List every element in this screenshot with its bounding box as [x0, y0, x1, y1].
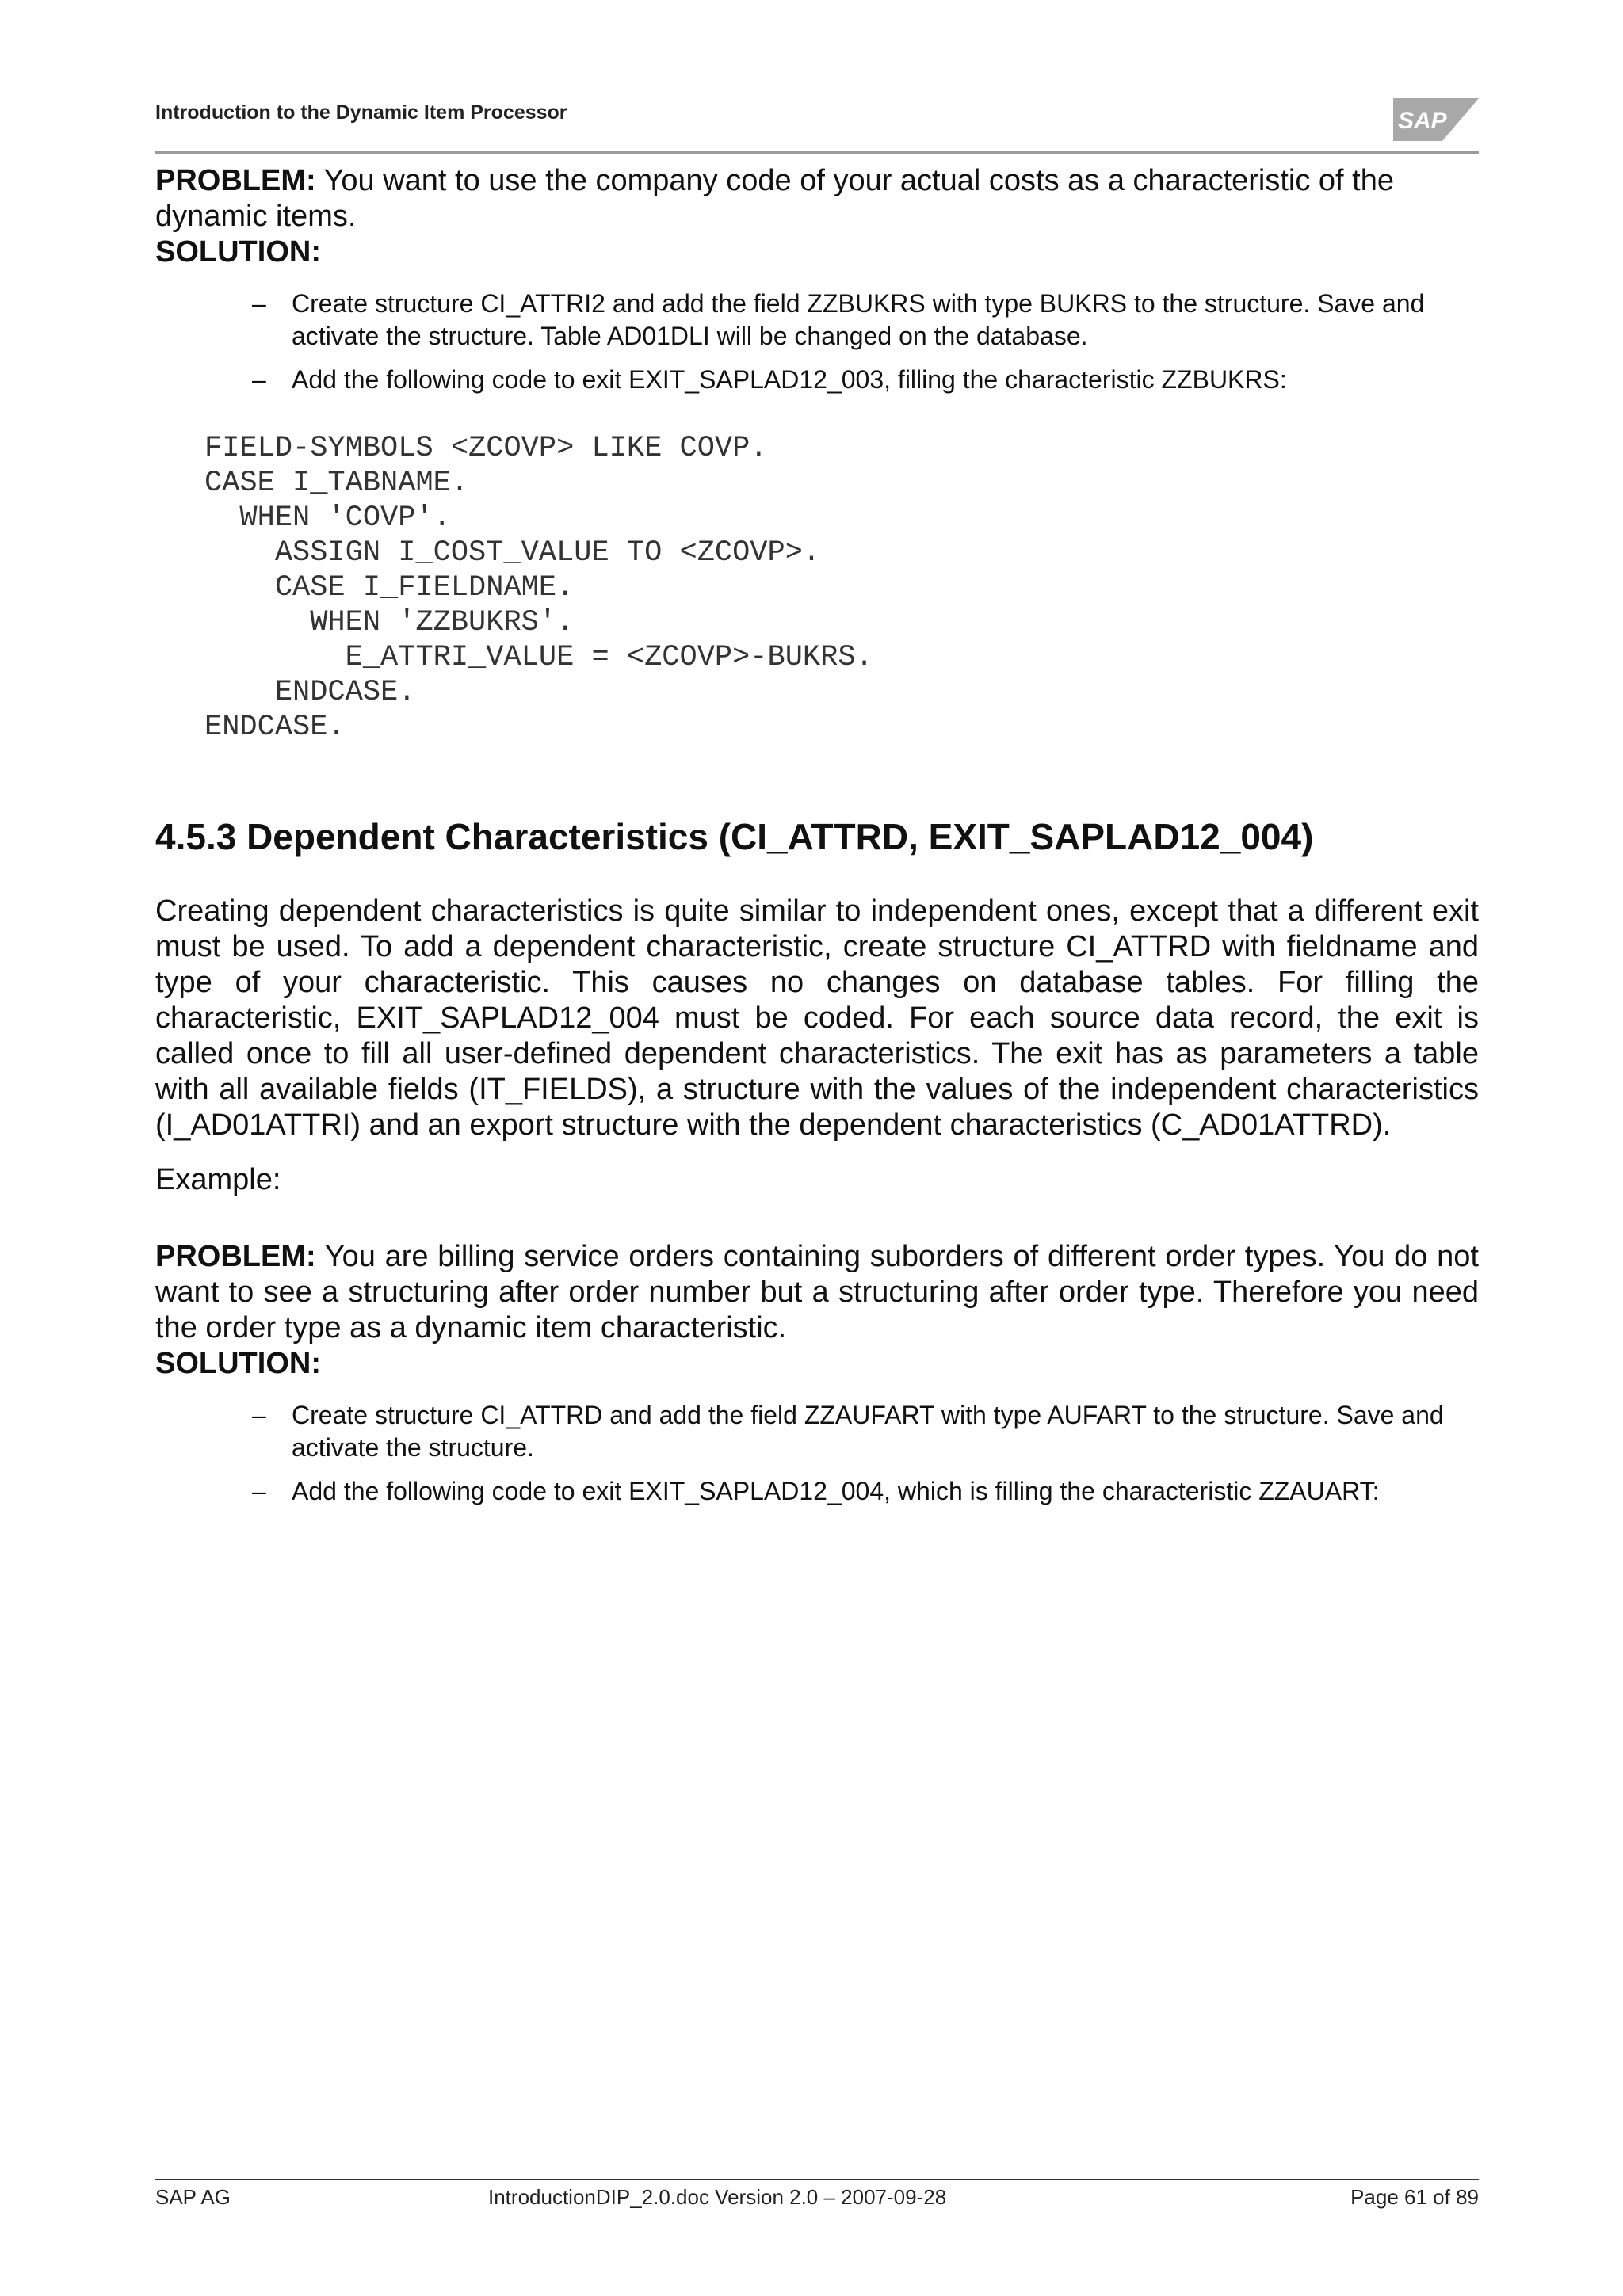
section-heading: 4.5.3 Dependent Characteristics (CI_ATTRD, EXIT_SAPLAD12_004) — [155, 816, 1314, 857]
footer-rule — [155, 2179, 1479, 2180]
solution-label: SOLUTION: — [155, 235, 321, 269]
solution-label: SOLUTION: — [155, 1347, 321, 1380]
problem-text: You want to use the company code of your actual costs as a characteristic of the dynamic items. — [155, 164, 1394, 233]
list-item: – Add the following code to exit EXIT_SAPLAD12_004, which is filling the characteristic ZZAUART: — [252, 1477, 1380, 1505]
code-line: CASE I_TABNAME. — [204, 467, 469, 500]
list-item: – Create structure CI_ATTRI2 and add the field ZZBUKRS with type BUKRS to the structure. Save and activate the structure. Table AD01DLI will be changed on the database. — [252, 289, 1425, 350]
svg-text:SAP: SAP — [1398, 108, 1447, 134]
footer-document: IntroductionDIP_2.0.doc Version 2.0 – 2007-09-28 — [488, 2185, 947, 2209]
document-page — [155, 0, 1479, 2296]
example-label: Example: — [155, 1163, 281, 1196]
footer-company: SAP AG — [155, 2185, 231, 2209]
problem-label: PROBLEM: — [155, 164, 316, 197]
code-line: ENDCASE. — [204, 711, 346, 744]
code-line: CASE I_FIELDNAME. — [204, 571, 575, 605]
solution-list-1 — [155, 288, 1479, 396]
header-title: Introduction to the Dynamic Item Processor — [155, 101, 567, 124]
code-line: WHEN 'ZZBUKRS'. — [204, 606, 575, 639]
header-rule — [155, 151, 1479, 154]
page-header — [155, 93, 1479, 154]
sap-logo-icon — [1393, 98, 1479, 141]
section-paragraph: Creating dependent characteristics is quite similar to independent ones, except that a different exit must be used. To add a dependent characteristic, create structure CI_ATTRD with fieldname and type of your characteristic. This causes no changes on database tables. For filling the characteristic, EXIT_SAPLAD12_004 must be coded. For each source data record, the exit is called once to fill all user-defined dependent characteristics. The exit has as parameters a table with all available fields (IT_FIELDS), a structure with the values of the independent characteristics (I_AD01ATTRI) and an export structure with the dependent characteristics (C_AD01ATTRD). — [155, 894, 1479, 1142]
list-item: – Create structure CI_ATTRD and add the field ZZAUFART with type AUFART to the structure. Save and activate the structure. — [252, 1401, 1444, 1462]
code-line: ENDCASE. — [204, 676, 416, 709]
code-line: FIELD-SYMBOLS <ZCOVP> LIKE COVP. — [204, 432, 768, 465]
problem-label: PROBLEM: — [155, 1240, 316, 1273]
list-item: – Add the following code to exit EXIT_SAPLAD12_003, filling the characteristic ZZBUKRS: — [252, 365, 1287, 394]
code-line: E_ATTRI_VALUE = <ZCOVP>-BUKRS. — [204, 641, 873, 674]
solution-list-2 — [155, 1399, 1479, 1508]
problem-paragraph-1 — [155, 163, 1479, 235]
code-block — [155, 431, 1479, 745]
problem-paragraph-2 — [155, 1239, 1479, 1346]
code-line: WHEN 'COVP'. — [204, 502, 451, 535]
footer-page-number: Page 61 of 89 — [1350, 2185, 1479, 2209]
main-content — [155, 163, 1479, 1508]
code-line: ASSIGN I_COST_VALUE TO <ZCOVP>. — [204, 536, 821, 570]
problem-text: You are billing service orders containing suborders of different order types. You do not want to see a structuring after order number but a structuring after order type. Therefore you need the order type as a dynamic item characteristic. — [155, 1240, 1479, 1344]
